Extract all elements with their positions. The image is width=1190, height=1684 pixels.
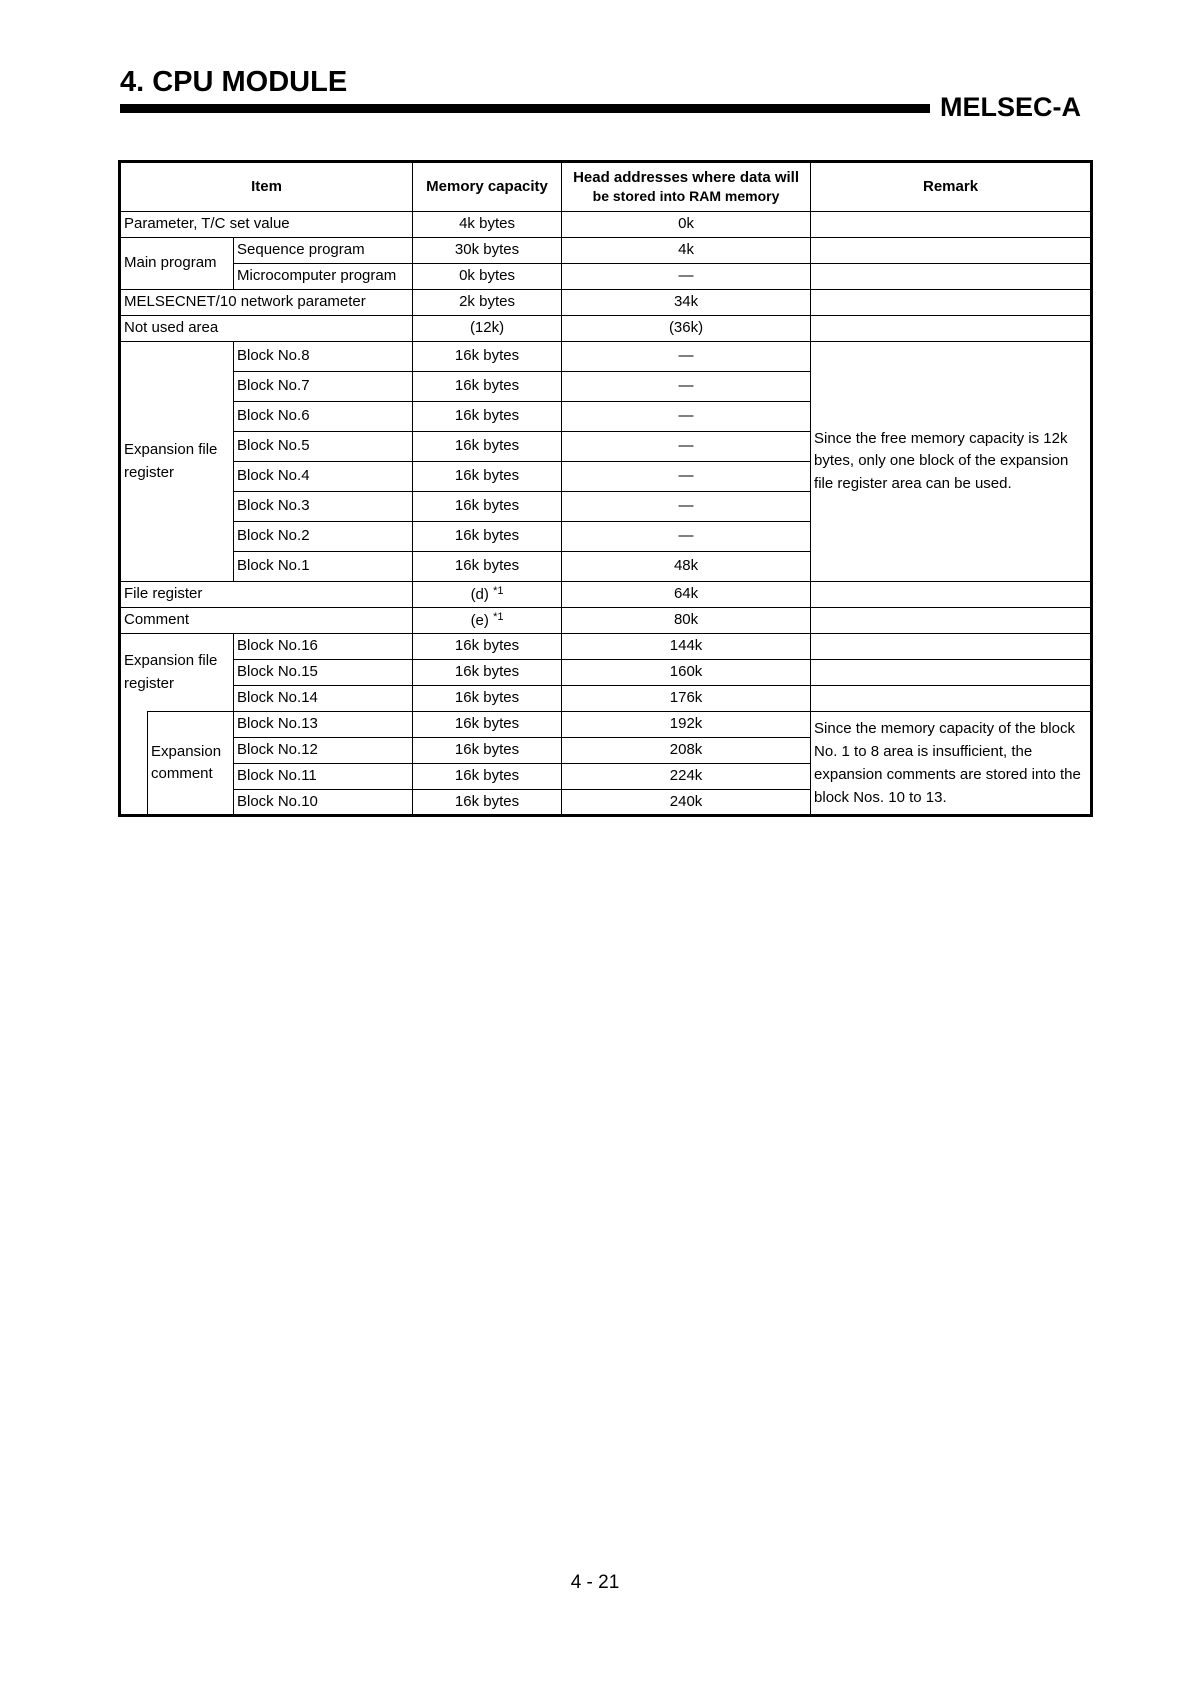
block-item: Block No.8: [234, 342, 413, 372]
row-head: 4k: [562, 238, 811, 264]
block-head: —: [562, 372, 811, 402]
row-remark: [811, 264, 1092, 290]
header-head-address: Head addresses where data will be stored into RAM memory: [562, 162, 811, 212]
block-memory: 16k bytes: [413, 552, 562, 582]
block-head: 208k: [562, 738, 811, 764]
row-memory: (e) $^{*1}$: [413, 608, 562, 634]
block-item: Block No.5: [234, 432, 413, 462]
row-memory: 30k bytes: [413, 238, 562, 264]
row-remark: [811, 316, 1092, 342]
block-memory: 16k bytes: [413, 432, 562, 462]
row-item: Not used area: [120, 316, 413, 342]
block-memory: 16k bytes: [413, 634, 562, 660]
block-head: 176k: [562, 686, 811, 712]
row-remark: [811, 582, 1092, 608]
block-memory: 16k bytes: [413, 462, 562, 492]
block-item: Block No.11: [234, 764, 413, 790]
header-rule: [120, 104, 930, 113]
header-memory-capacity: Memory capacity: [413, 162, 562, 212]
main-program-label: Main program: [120, 238, 234, 290]
block-memory: 16k bytes: [413, 660, 562, 686]
table-row: [120, 712, 1092, 738]
row-remark: [811, 290, 1092, 316]
block-head: —: [562, 522, 811, 552]
footnote-mark: *1: [493, 585, 504, 598]
row-head: 64k: [562, 582, 811, 608]
table-row: [120, 316, 1092, 342]
block-memory: 16k bytes: [413, 342, 562, 372]
block-memory: 16k bytes: [413, 764, 562, 790]
block-item: Block No.1: [234, 552, 413, 582]
block-head: 144k: [562, 634, 811, 660]
expansion-comment-remark: Since the memory capacity of the block No. 1 to 8 area is insufficient, the expansion comments are stored into the block Nos. 10 to 13.: [811, 712, 1092, 816]
block-memory: 16k bytes: [413, 790, 562, 816]
row-item: Parameter, T/C set value: [120, 212, 413, 238]
block-item: Block No.13: [234, 712, 413, 738]
block-memory: 16k bytes: [413, 522, 562, 552]
row-head: 0k: [562, 212, 811, 238]
expansion-indent-cell: [120, 712, 148, 816]
row-head: —: [562, 264, 811, 290]
expansion-file-register-label: Expansion file register: [120, 342, 234, 582]
row-head: 80k: [562, 608, 811, 634]
block-head: 160k: [562, 660, 811, 686]
row-memory: (d) $^{*1}$: [413, 582, 562, 608]
row-remark: [811, 660, 1092, 686]
row-item: File register: [120, 582, 413, 608]
page-number: 4 - 21: [570, 1572, 620, 1593]
block-memory: 16k bytes: [413, 492, 562, 522]
block-item: Block No.10: [234, 790, 413, 816]
row-memory: (12k): [413, 316, 562, 342]
row-item: Microcomputer program: [234, 264, 413, 290]
brand-label: MELSEC-A: [940, 92, 1081, 122]
table-row: [120, 608, 1092, 634]
row-remark: [811, 238, 1092, 264]
row-head: 34k: [562, 290, 811, 316]
expansion-comment-label: Expansion comment: [148, 712, 234, 816]
page-title: 4. CPU MODULE: [120, 66, 348, 98]
block-memory: 16k bytes: [413, 372, 562, 402]
expansion-file-register-remark: Since the free memory capacity is 12k bytes, only one block of the expansion file register area can be used.: [811, 342, 1092, 582]
table-row: [120, 238, 1092, 264]
block-item: Block No.7: [234, 372, 413, 402]
block-head: 224k: [562, 764, 811, 790]
table-row: [120, 686, 1092, 712]
table-row: [120, 212, 1092, 238]
row-remark: [811, 634, 1092, 660]
footnote-mark: *1: [493, 611, 504, 624]
block-head: 240k: [562, 790, 811, 816]
table-header-row: [120, 162, 1092, 212]
block-item: Block No.15: [234, 660, 413, 686]
row-item: MELSECNET/10 network parameter: [120, 290, 413, 316]
row-remark: [811, 686, 1092, 712]
row-head: (36k): [562, 316, 811, 342]
row-item: Comment: [120, 608, 413, 634]
block-memory: 16k bytes: [413, 686, 562, 712]
block-item: Block No.16: [234, 634, 413, 660]
block-head: —: [562, 492, 811, 522]
table-row: [120, 342, 1092, 372]
expansion-file-register-2-label: Expansion file register: [120, 634, 234, 712]
block-head: —: [562, 402, 811, 432]
block-memory: 16k bytes: [413, 738, 562, 764]
block-item: Block No.6: [234, 402, 413, 432]
block-item: Block No.2: [234, 522, 413, 552]
block-memory: 16k bytes: [413, 402, 562, 432]
block-item: Block No.3: [234, 492, 413, 522]
table-row: [120, 290, 1092, 316]
block-item: Block No.12: [234, 738, 413, 764]
memory-map-table: [118, 160, 1093, 817]
table-row: [120, 660, 1092, 686]
row-item: Sequence program: [234, 238, 413, 264]
header-item: Item: [120, 162, 413, 212]
block-item: Block No.4: [234, 462, 413, 492]
block-memory: 16k bytes: [413, 712, 562, 738]
block-head: 48k: [562, 552, 811, 582]
header-remark: Remark: [811, 162, 1092, 212]
row-remark: [811, 212, 1092, 238]
block-head: —: [562, 432, 811, 462]
row-memory: 2k bytes: [413, 290, 562, 316]
row-memory: 0k bytes: [413, 264, 562, 290]
table-row: [120, 582, 1092, 608]
block-head: —: [562, 342, 811, 372]
row-memory: 4k bytes: [413, 212, 562, 238]
block-item: Block No.14: [234, 686, 413, 712]
table-row: [120, 634, 1092, 660]
block-head: —: [562, 462, 811, 492]
table-row: [120, 264, 1092, 290]
block-head: 192k: [562, 712, 811, 738]
row-remark: [811, 608, 1092, 634]
